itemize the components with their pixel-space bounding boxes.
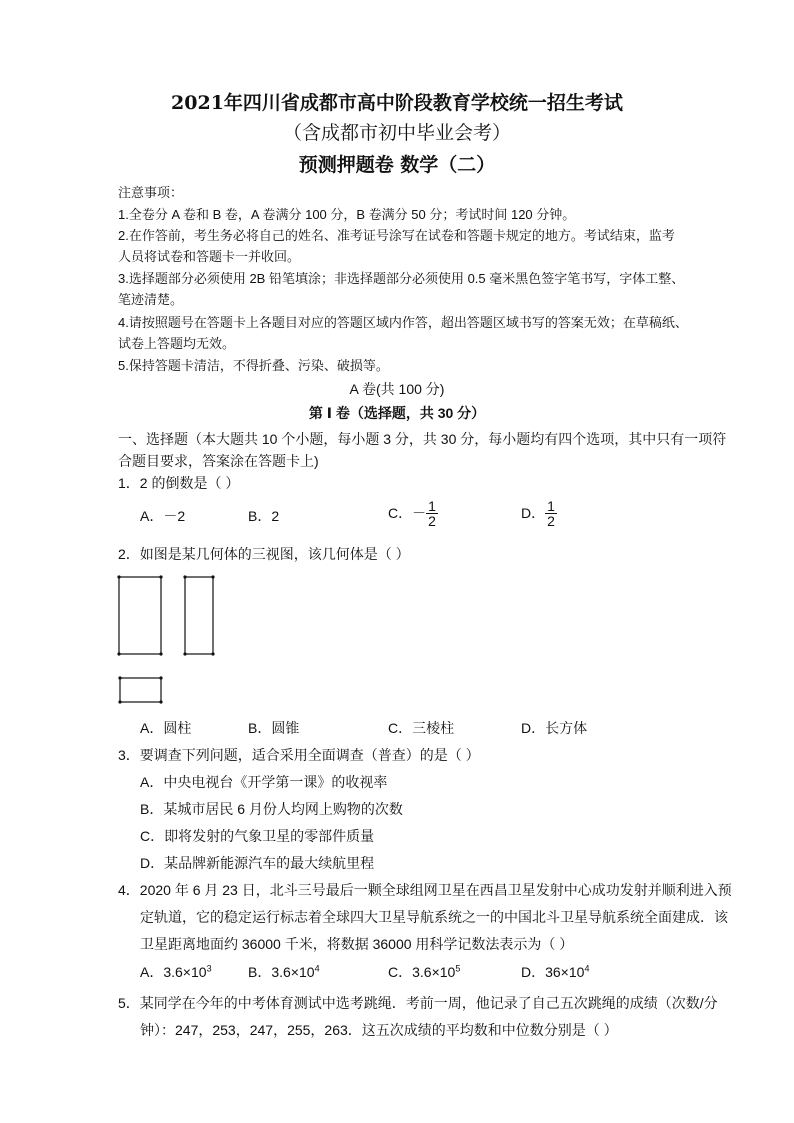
q4-option-d xyxy=(521,962,589,982)
front-view-rect xyxy=(119,577,161,654)
q1-option-c-label: C．－ xyxy=(388,505,427,521)
question-5-line: 5．某同学在今年的中考体育测试中选考跳绳．考前一周，他记录了自己五次跳绳的成绩（次数/分 xyxy=(118,995,718,1011)
fraction-denominator: 2 xyxy=(428,512,436,529)
notice-line: 2.在作答前，考生务必将自己的姓名、准考证号涂写在试卷和答题卡规定的地方。考试结束，监考 xyxy=(118,228,675,243)
q4-option-c xyxy=(388,962,460,982)
q2-option-d: D．长方体 xyxy=(521,720,588,736)
q1-option-b: B．2 xyxy=(248,508,280,524)
notice-line: 3.选择题部分必须使用 2B 铅笔填涂；非选择题部分必须使用 0.5 毫米黑色签字笔书写，字体工整、 xyxy=(118,271,685,286)
notice-line: 人员将试卷和答题卡一并收回。 xyxy=(118,249,301,264)
exam-subtitle: （含成都市初中毕业会考） xyxy=(282,122,511,144)
notice-line: 笔迹清楚。 xyxy=(118,292,184,307)
section-instruction: 合题目要求，答案涂在答题卡上) xyxy=(118,453,319,469)
q2-option-a: A．圆柱 xyxy=(140,720,192,736)
top-view-rect xyxy=(120,678,161,702)
q3-option-a: A．中央电视台《开学第一课》的收视率 xyxy=(140,774,388,790)
question-4-line: 定轨道，它的稳定运行标志着全球四大卫星导航系统之一的中国北斗卫星导航系统全面建成．该 xyxy=(140,909,728,925)
q3-option-c: C．即将发射的气象卫星的零部件质量 xyxy=(140,828,375,844)
q4-option-a xyxy=(140,962,212,982)
question-4-line: 4．2020 年 6 月 23 日，北斗三号最后一颗全球组网卫星在西昌卫星发射中心成功发射并顺利进入预 xyxy=(118,882,732,898)
notice-line: 1.全卷分 A 卷和 B 卷，A 卷满分 100 分，B 卷满分 50 分；考试时间 120 分钟。 xyxy=(118,207,576,222)
q4-option-d-exponent: 4 xyxy=(584,963,590,974)
notice-line: 5.保持答题卡清洁，不得折叠、污染、破损等。 xyxy=(118,358,389,373)
fraction-numerator: 1 xyxy=(428,497,436,514)
q1-option-c-fraction xyxy=(426,499,438,528)
notice-line: 试卷上答题均无效。 xyxy=(118,336,236,351)
q1-option-a: A．－2 xyxy=(140,508,186,524)
q1-option-d-fraction xyxy=(545,499,557,528)
q4-option-c-exponent: 5 xyxy=(455,963,461,974)
q2-option-b: B．圆锥 xyxy=(248,720,300,736)
notice-heading: 注意事项： xyxy=(118,185,184,200)
q4-option-a-base: A．3.6×10 xyxy=(140,964,207,980)
q1-option-d xyxy=(521,495,557,531)
volume-heading: 第 Ⅰ 卷（选择题，共 30 分） xyxy=(308,405,486,421)
three-view-diagram xyxy=(110,570,220,710)
question-5-line: 钟）：247，253，247，255，263．这五次成绩的平均数和中位数分别是（ ） xyxy=(140,1022,618,1038)
q3-option-b: B．某城市居民 6 月份人均网上购物的次数 xyxy=(140,801,403,817)
q3-option-d: D．某品牌新能源汽车的最大续航里程 xyxy=(140,855,375,871)
q4-option-b-exponent: 4 xyxy=(314,963,320,974)
notice-line: 4.请按照题号在答题卡上各题目对应的答题区域内作答，超出答题区域书写的答案无效；在草稿纸、 xyxy=(118,315,688,330)
question-3-stem: 3．要调查下列问题，适合采用全面调查（普查）的是（ ） xyxy=(118,747,480,763)
q4-option-a-exponent: 3 xyxy=(206,963,212,974)
q1-option-d-label: D． xyxy=(521,505,546,521)
q1-option-c xyxy=(388,495,438,531)
q4-option-d-base: D．36×10 xyxy=(521,964,585,980)
side-view-rect xyxy=(185,577,213,654)
question-1-stem: 1．2 的倒数是（ ） xyxy=(118,475,240,491)
q2-option-c: C．三棱柱 xyxy=(388,720,455,736)
paper-title: 预测押题卷 数学（二） xyxy=(298,154,496,176)
section-instruction: 一、选择题（本大题共 10 个小题，每小题 3 分，共 30 分，每小题均有四个选项，其中只有一项符 xyxy=(118,431,727,447)
q4-option-b xyxy=(248,962,320,982)
fraction-numerator: 1 xyxy=(547,497,555,514)
q4-option-b-base: B．3.6×10 xyxy=(248,964,315,980)
q4-option-c-base: C．3.6×10 xyxy=(388,964,456,980)
part-a-heading: A 卷(共 100 分) xyxy=(349,381,445,397)
question-4-line: 卫星距离地面约 36000 千米，将数据 36000 用科学记数法表示为（ ） xyxy=(140,936,574,952)
exam-title: 2021年四川省成都市高中阶段教育学校统一招生考试 xyxy=(171,92,623,114)
fraction-denominator: 2 xyxy=(547,512,555,529)
question-2-stem: 2．如图是某几何体的三视图，该几何体是（ ） xyxy=(118,546,410,562)
